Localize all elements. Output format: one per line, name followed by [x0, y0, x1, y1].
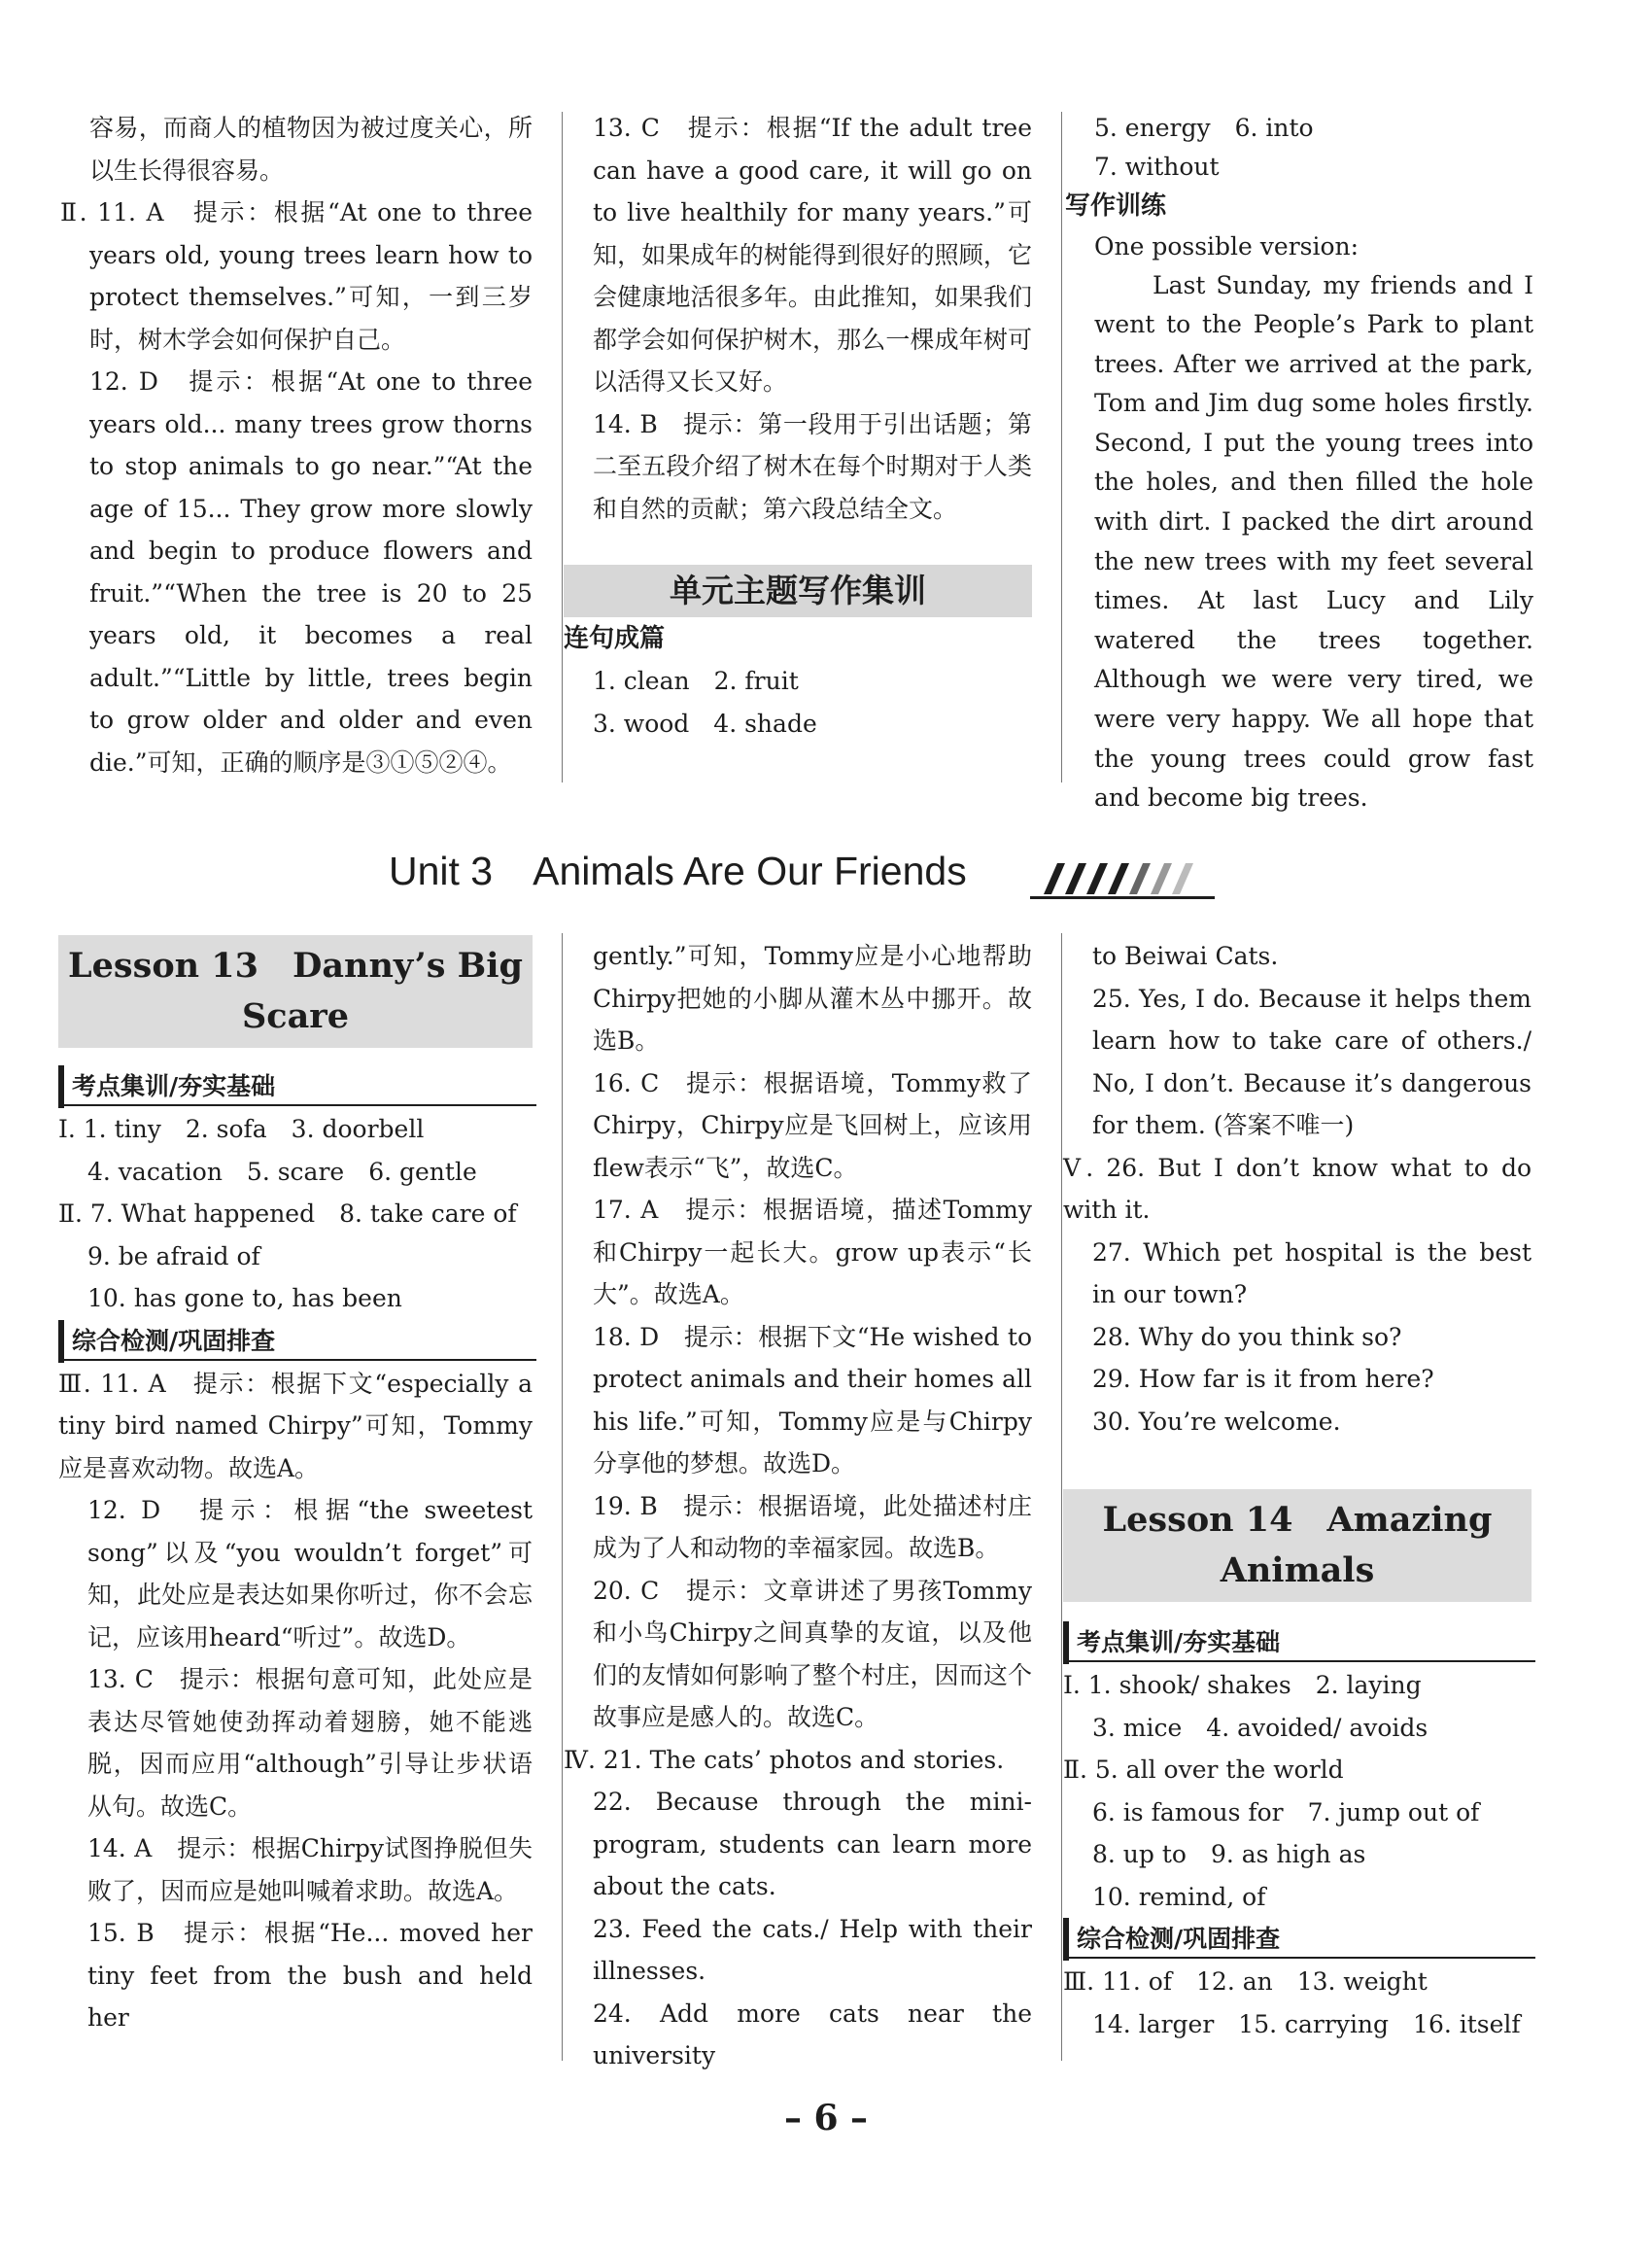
answer-row: Ⅰ. 1. shook/ shakes 2. laying	[1063, 1671, 1422, 1699]
answer-row: 7. without	[1094, 152, 1220, 181]
answer-row: 5. energy 6. into	[1094, 114, 1314, 142]
answer-row: 14. larger 15. carrying 16. itself	[1092, 2009, 1521, 2038]
writing-heading: 写作训练	[1065, 191, 1167, 221]
answer-paragraph: 23. Feed the cats./ Help with their illnesses.	[593, 1914, 1032, 1985]
zonghe-heading: 综合检测/巩固排查	[58, 1320, 533, 1363]
answer-paragraph: 20. C 提示：文章讲述了男孩Tommy和小鸟Chirpy之间真挚的友谊，以及他们的友情如何影响了整个村庄，因而这个故事应是感人的。故选C。	[593, 1576, 1032, 1731]
answer-paragraph: 14. B 提示：第一段用于引出话题；第二至五段介绍了树木在每个时期对于人类和自然的贡献；第六段总结全文。	[593, 409, 1032, 523]
answer-row: 3. mice 4. avoided/ avoids	[1092, 1713, 1428, 1742]
column-divider	[1061, 933, 1062, 2061]
answer-paragraph: 13. C 提示：根据“If the adult tree can have a good care, it will go on to live healthily for many years.”可知，如果成年的树能得到很好的照顾，它会健康地活很多年。由此推知，如果我们都学会如何保护树木，那么一棵成年树可以活得又长又好。	[593, 114, 1032, 396]
answer-paragraph: 22. Because through the mini-program, students can learn more about the cats.	[593, 1788, 1032, 1900]
answer-paragraph: 27. Which pet hospital is the best in our town?	[1092, 1237, 1532, 1308]
bottom-column-3	[1063, 935, 1532, 2045]
answer-paragraph: Ⅲ. 11. A 提示：根据下文“especially a tiny bird named Chirpy”可知，Tommy应是喜欢动物。故选A。	[58, 1369, 533, 1482]
answer-row: 9. be afraid of	[87, 1241, 260, 1270]
kaodian-heading: 考点集训/夯实基础	[1063, 1621, 1532, 1664]
answer-paragraph: 14. A 提示：根据Chirpy试图挣脱但失败了，因而应是她叫喊着求助。故选A。	[87, 1834, 533, 1905]
column-divider	[562, 112, 563, 782]
bottom-column-2	[564, 935, 1032, 2077]
writing-body: Last Sunday, my friends and I went to the People’s Park to plant trees. After we arrived at the park, Tom and Jim dug some holes firstly. Second, I put the young trees into the holes, and then filled the hole with dirt. I packed the dirt around the new trees with my feet several times. At last Lucy and Lily watered the trees together. Although we were very tired, we were very happy. We all hope that the young trees could grow fast and become big trees.	[1094, 270, 1533, 813]
answer-paragraph: 25. Yes, I do. Because it helps them learn how to take care of others./ No, I don’t. Because it’s dangerous for them. (答案不唯一)	[1092, 984, 1532, 1139]
answer-row: Ⅲ. 11. of 12. an 13. weight	[1063, 1967, 1428, 1996]
answer-paragraph: 容易，而商人的植物因为被过度关心，所以生长得很容易。	[89, 114, 533, 185]
answer-paragraph: 12. D 提示：根据“At one to three years old... many trees grow thorns to stop animals to go near.”“At the age of 15... They grow more slowly and begin to produce flowers and fruit.”“When the tree is 20 to 25 years old, it becomes a real adult.”“Little by little, trees begin to grow older and older and even die.”可知，正确的顺序是③①⑤②④。	[89, 367, 533, 777]
answer-paragraph: 15. B 提示：根据“He... moved her tiny feet from the bush and held her	[87, 1919, 533, 2032]
answer-paragraph: 18. D 提示：根据下文“He wished to protect animals and their homes all his life.”可知，Tommy应是与Chirpy分享他的梦想。故选D。	[593, 1322, 1032, 1478]
top-column-3	[1065, 107, 1533, 818]
top-column-1	[60, 107, 533, 783]
answer-row: Ⅰ. 1. tiny 2. sofa 3. doorbell	[58, 1115, 425, 1143]
answer-row: 3. wood 4. shade	[593, 709, 817, 738]
lesson-14-title: Lesson 14 Amazing Animals	[1063, 1489, 1532, 1602]
answer-paragraph: Ⅴ. 26. But I don’t know what to do with it.	[1063, 1153, 1532, 1224]
answer-paragraph: gently.”可知，Tommy应是小心地帮助Chirpy把她的小脚从灌木丛中挪开。故选B。	[593, 942, 1032, 1055]
answer-row: 4. vacation 5. scare 6. gentle	[87, 1157, 477, 1186]
answer-row: 8. up to 9. as high as	[1092, 1840, 1366, 1868]
answer-paragraph: 29. How far is it from here?	[1092, 1365, 1434, 1393]
answer-paragraph: 13. C 提示：根据句意可知，此处应是表达尽管她使劲挥动着翅膀，她不能逃脱，因而应用“although”引导让步状语从句。故选C。	[87, 1665, 533, 1821]
theme-writing-title: 单元主题写作集训	[564, 565, 1032, 617]
answer-row: 10. remind, of	[1092, 1882, 1266, 1911]
column-divider	[562, 933, 563, 2061]
bottom-column-1	[58, 935, 533, 2039]
answer-paragraph: 12. D 提示：根据“the sweetest song”以及“you wouldn’t forget”可知，此处应是表达如果你听过，你不会忘记，应该用heard“听过”。故选D。	[87, 1496, 533, 1652]
answer-paragraph: 30. You’re welcome.	[1092, 1407, 1341, 1436]
answer-paragraph: 28. Why do you think so?	[1092, 1322, 1402, 1351]
answer-row: Ⅱ. 5. all over the world	[1063, 1756, 1344, 1784]
answer-row: 1. clean 2. fruit	[593, 667, 799, 695]
column-divider	[1061, 112, 1062, 782]
answer-row: 10. has gone to, has been	[87, 1284, 402, 1312]
answer-paragraph: 24. Add more cats near the university	[593, 1999, 1032, 2069]
page-number: – 6 –	[783, 2098, 869, 2138]
top-column-2	[564, 107, 1032, 745]
kaodian-heading: 考点集训/夯实基础	[58, 1065, 533, 1108]
writing-intro: One possible version:	[1094, 231, 1359, 261]
answer-paragraph: Ⅳ. 21. The cats’ photos and stories.	[564, 1745, 1005, 1774]
answer-paragraph: 16. C 提示：根据语境，Tommy救了Chirpy，Chirpy应是飞回树上，应该用flew表示“飞”，故选C。	[593, 1068, 1032, 1182]
answer-paragraph: to Beiwai Cats.	[1092, 942, 1279, 970]
answer-paragraph: 19. B 提示：根据语境，此处描述村庄成为了人和动物的幸福家园。故选B。	[593, 1491, 1032, 1562]
answer-paragraph: 17. A 提示：根据语境，描述Tommy和Chirpy一起长大。grow up表示“长大”。故选A。	[593, 1196, 1032, 1308]
lianju-heading: 连句成篇	[564, 624, 666, 653]
answer-paragraph: Ⅱ. 11. A 提示：根据“At one to three years old, young trees learn how to protect themselves.”可知，一到三岁时，树木学会如何保护自己。	[60, 198, 533, 354]
lesson-13-title: Lesson 13 Danny’s Big Scare	[58, 935, 533, 1048]
zonghe-heading: 综合检测/巩固排查	[1063, 1918, 1532, 1961]
unit-title: Unit 3 Animals Are Our Friends	[389, 849, 967, 893]
slash-decoration-icon	[1030, 855, 1215, 900]
answer-row: Ⅱ. 7. What happened 8. take care of	[58, 1200, 517, 1228]
answer-row: 6. is famous for 7. jump out of	[1092, 1797, 1480, 1826]
